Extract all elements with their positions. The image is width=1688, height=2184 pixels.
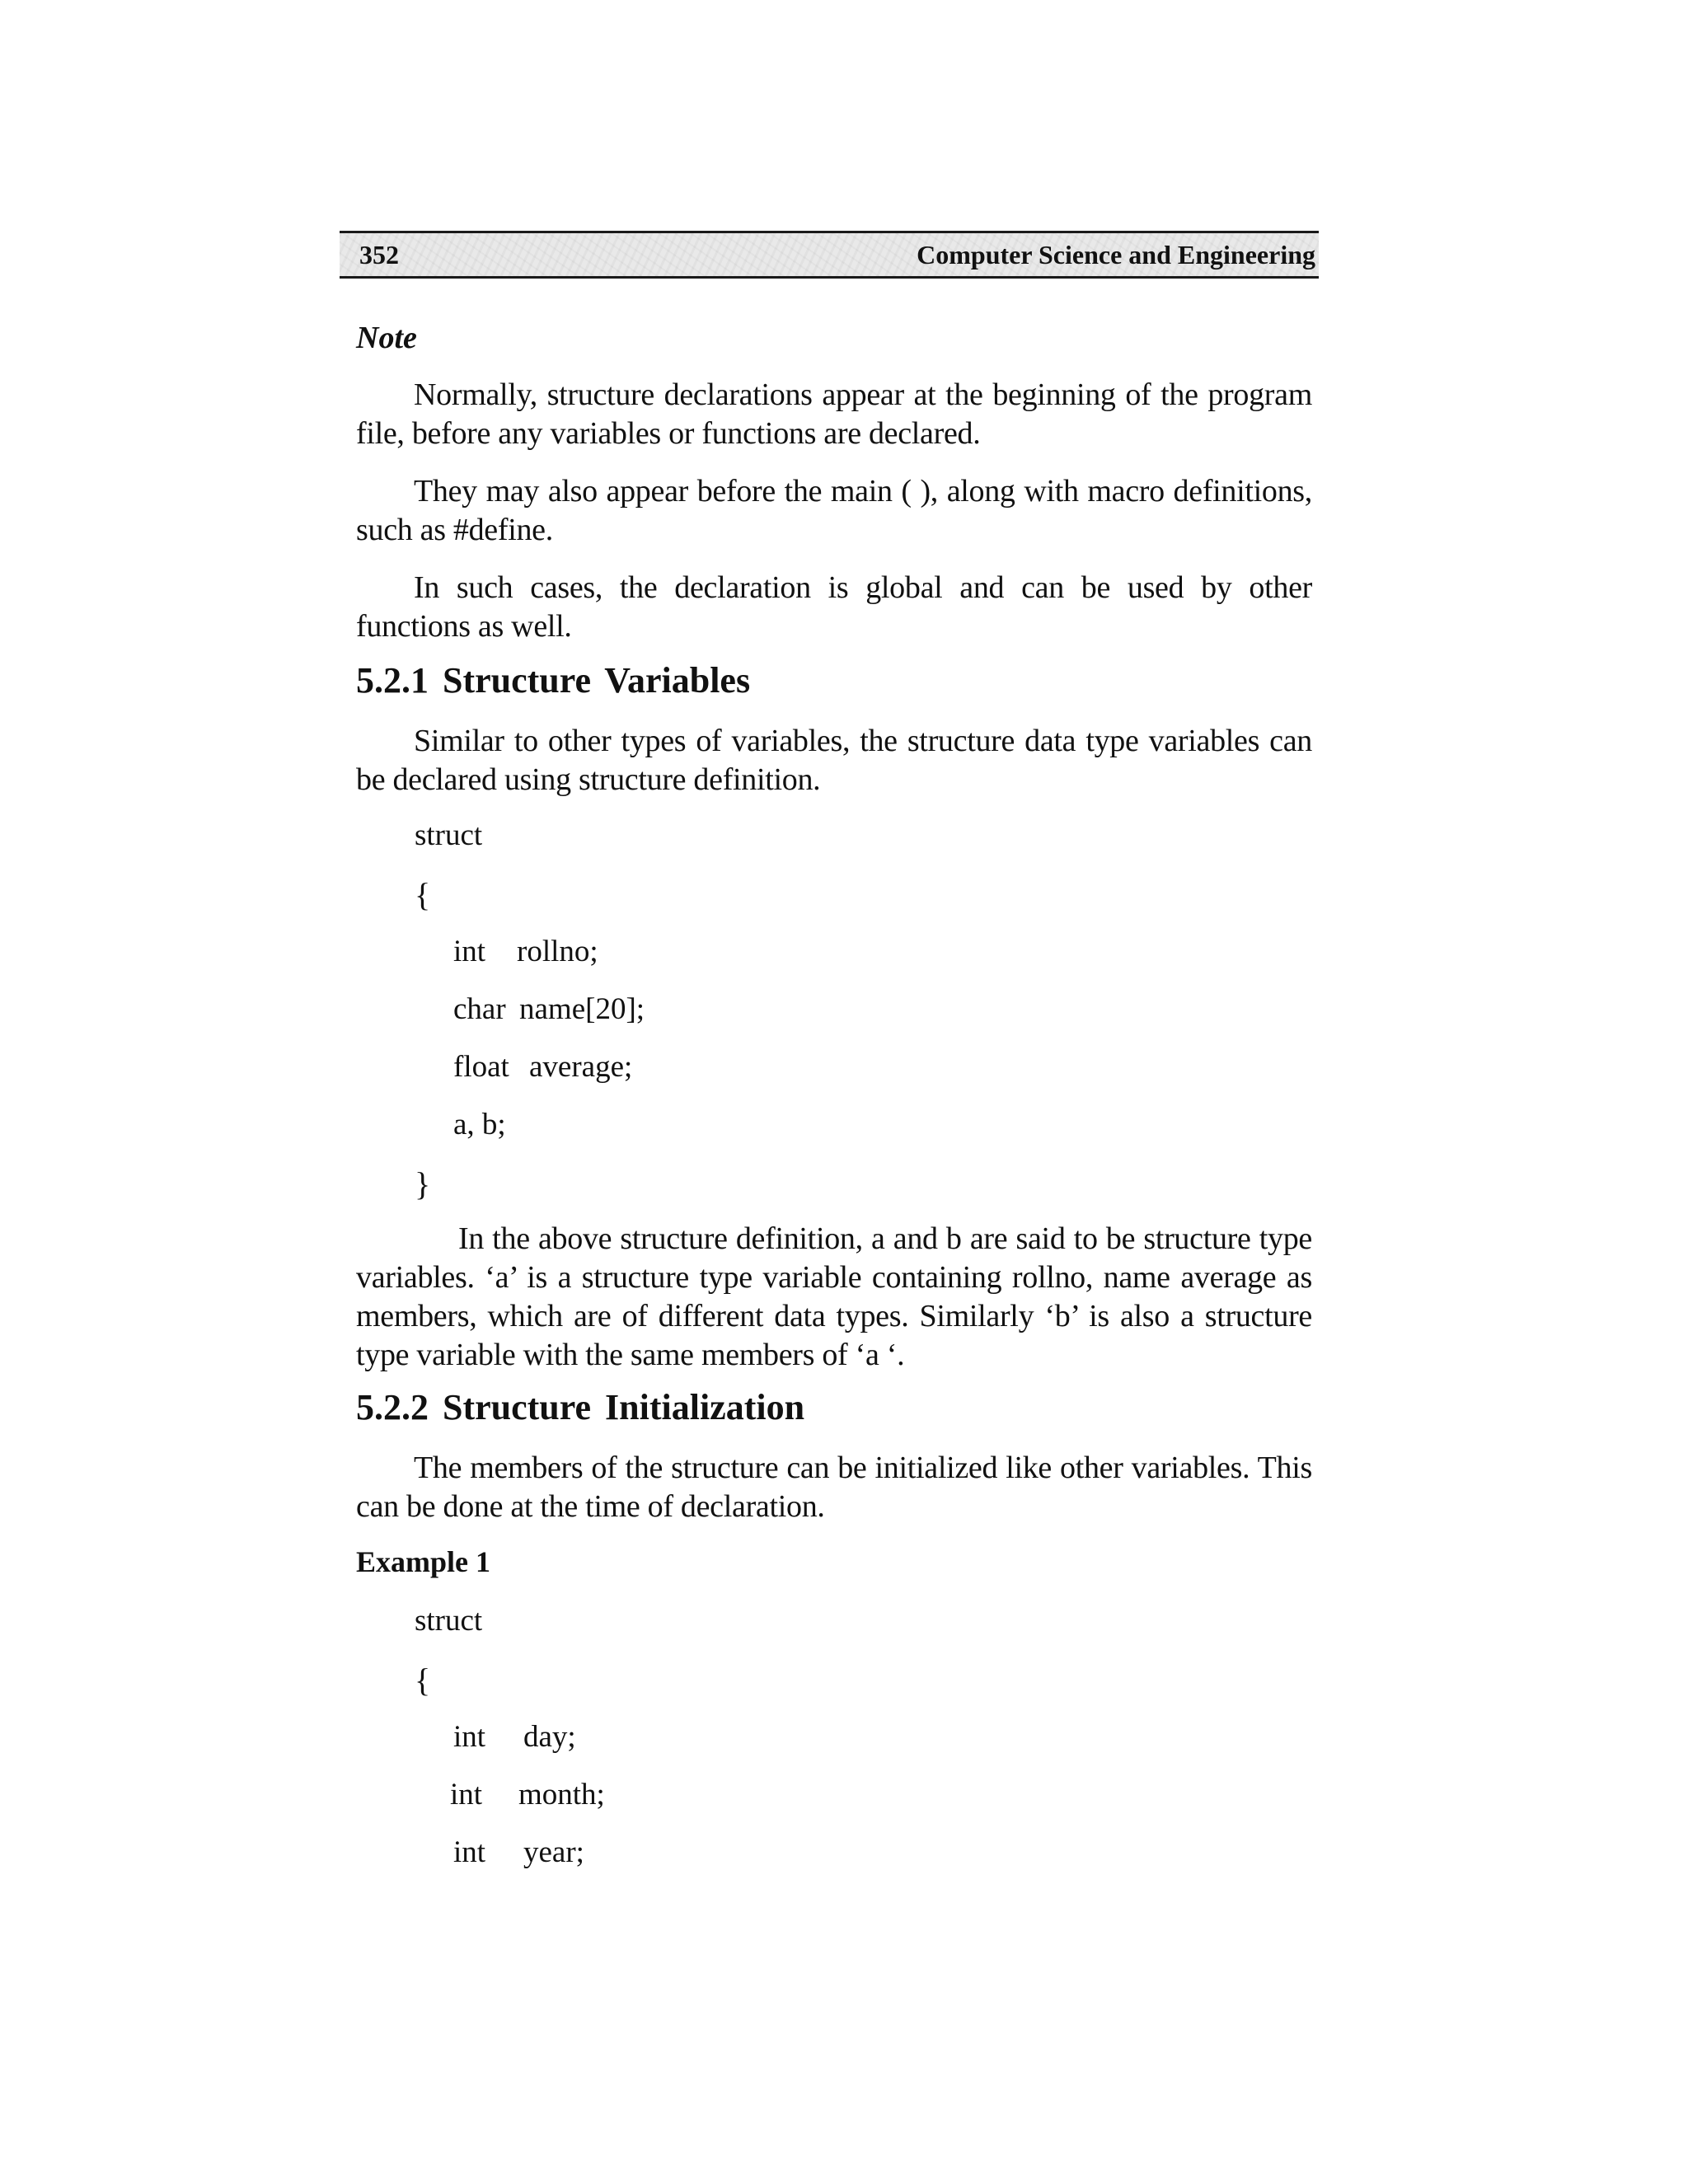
code-variables: a, b; bbox=[453, 1108, 506, 1141]
section-1-explanation: In the above structure definition, a and b are said to be structure type variables. ‘a’ is a structure type variable containing rollno, name average as members, which are of different data types. Similarly ‘b’ is also a structure type variable with the same members of ‘a ‘. bbox=[356, 1221, 1312, 1372]
code-member-name: name[20]; bbox=[519, 992, 645, 1026]
running-header bbox=[340, 231, 1319, 279]
section-2-intro: The members of the structure can be initialized like other variables. This can be done at the time of declaration. bbox=[356, 1451, 1312, 1524]
code-member-name: average; bbox=[529, 1050, 633, 1084]
section-heading-structure-variables: 5.2.1 Structure Variables bbox=[356, 660, 751, 701]
running-title: Computer Science and Engineering bbox=[917, 240, 1315, 269]
code-keyword-struct: struct bbox=[415, 818, 483, 852]
code-keyword-struct: struct bbox=[415, 1604, 483, 1638]
code-member-type: char bbox=[453, 992, 506, 1026]
code-member-type: int bbox=[453, 935, 486, 968]
note-paragraph-2: They may also appear before the main ( ), along with macro definitions, such as #define. bbox=[356, 474, 1312, 547]
note-paragraph-3: In such cases, the declaration is global and can be used by other functions as well. bbox=[356, 570, 1312, 644]
code-member-name: year; bbox=[523, 1835, 584, 1869]
section-1-intro: Similar to other types of variables, the structure data type variables can be declared using structure definition. bbox=[356, 724, 1312, 797]
code-member-type: int bbox=[453, 1835, 486, 1869]
code-member-type: float bbox=[453, 1050, 509, 1084]
code-open-brace: { bbox=[415, 876, 431, 913]
code-member-type: int bbox=[453, 1720, 486, 1754]
section-heading-structure-initialization: 5.2.2 Structure Initialization bbox=[356, 1387, 805, 1427]
note-label: Note bbox=[356, 321, 417, 355]
code-member-name: month; bbox=[518, 1778, 605, 1811]
code-close-brace: } bbox=[415, 1165, 431, 1202]
code-open-brace: { bbox=[415, 1661, 431, 1699]
code-member-name: rollno; bbox=[517, 935, 598, 968]
example-label: Example 1 bbox=[356, 1545, 491, 1578]
note-paragraph-1: Normally, structure declarations appear at the beginning of the program file, before any variables or functions are declared. bbox=[356, 377, 1312, 451]
code-member-type: int bbox=[450, 1778, 483, 1811]
code-member-name: day; bbox=[523, 1720, 576, 1754]
page-number: 352 bbox=[359, 240, 399, 269]
